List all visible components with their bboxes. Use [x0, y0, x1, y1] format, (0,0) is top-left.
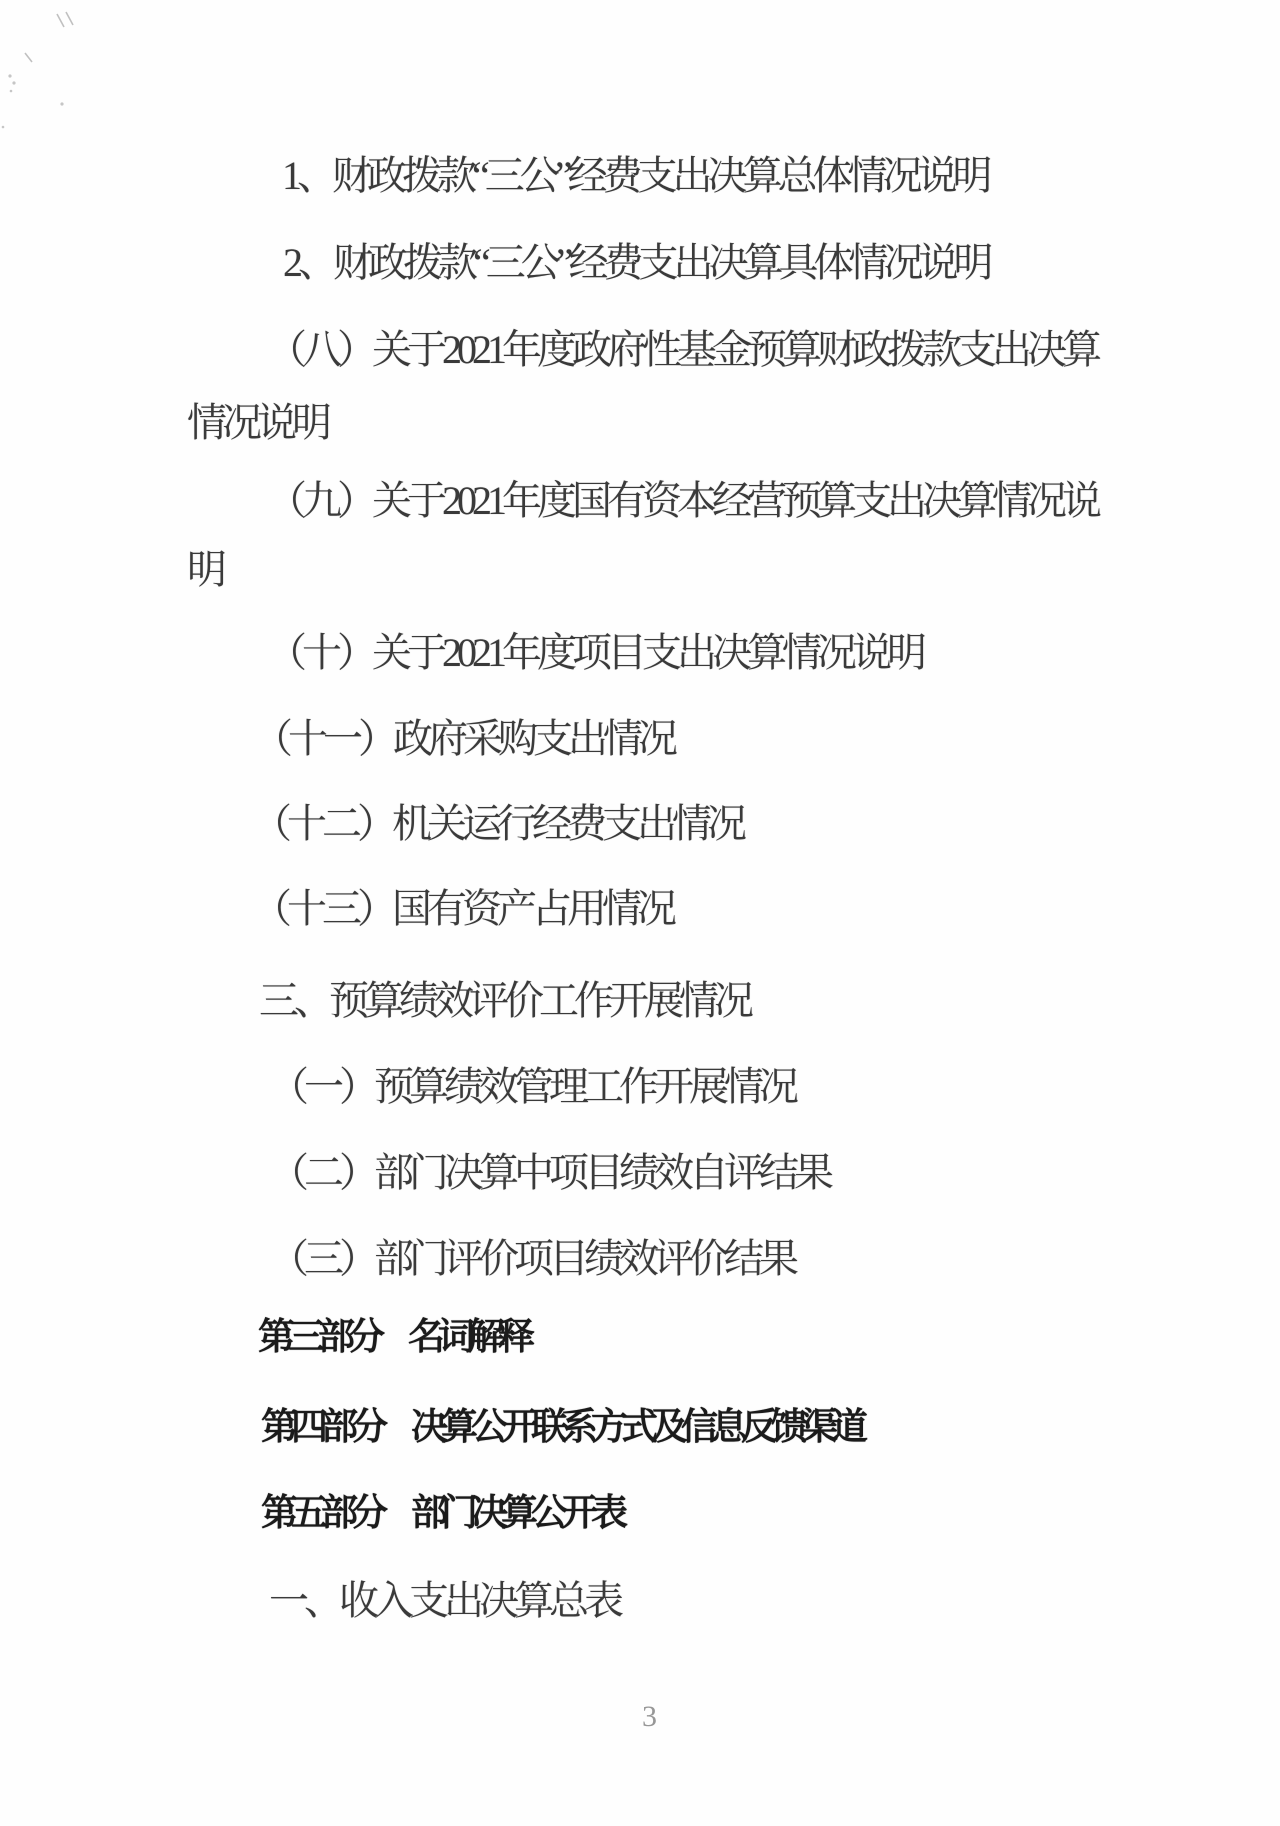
toc-item-sangong-detail: 2、财政拨款“三公”经费支出决算具体情况说明 [283, 240, 989, 285]
toc-item-sangong-overall: 1、财政拨款“三公”经费支出决算总体情况说明 [282, 153, 988, 198]
toc-heading-part5-tables: 第五部分 部门决算公开表 [261, 1492, 621, 1533]
toc-item-10-project-expense: （十）关于2021年度项目支出决算情况说明 [267, 630, 922, 675]
toc-item-13-state-assets: （十三）国有资产占用情况 [252, 886, 672, 931]
toc-heading-part4-contact: 第四部分 决算公开联系方式及信息反馈渠道 [261, 1406, 861, 1447]
toc-item-8-wrap: 情况说明 [187, 400, 327, 445]
scan-artifact-specks [0, 0, 120, 150]
toc-item-12-agency-operating: （十二）机关运行经费支出情况 [252, 801, 742, 846]
toc-item-8-govfund-budget: （八）关于2021年度政府性基金预算财政拨款支出决算 [267, 327, 1097, 372]
toc-item-3-performance-eval: 三、预算绩效评价工作开展情况 [259, 978, 749, 1023]
toc-item-perf-dept-eval: （三）部门评价项目绩效评价结果 [269, 1236, 794, 1281]
toc-item-income-expense-table: 一、收入支出决算总表 [269, 1578, 619, 1623]
toc-item-perf-self-eval: （二）部门决算中项目绩效自评结果 [269, 1150, 829, 1195]
page-number: 3 [642, 1700, 657, 1733]
toc-item-11-gov-procurement: （十一）政府采购支出情况 [253, 716, 673, 761]
toc-item-perf-management: （一）预算绩效管理工作开展情况 [269, 1064, 794, 1109]
toc-item-9-statecapital: （九）关于2021年度国有资本经营预算支出决算情况说 [267, 478, 1097, 523]
toc-item-9-wrap: 明 [187, 547, 222, 592]
toc-heading-part3-glossary: 第三部分 名词解释 [258, 1316, 528, 1357]
